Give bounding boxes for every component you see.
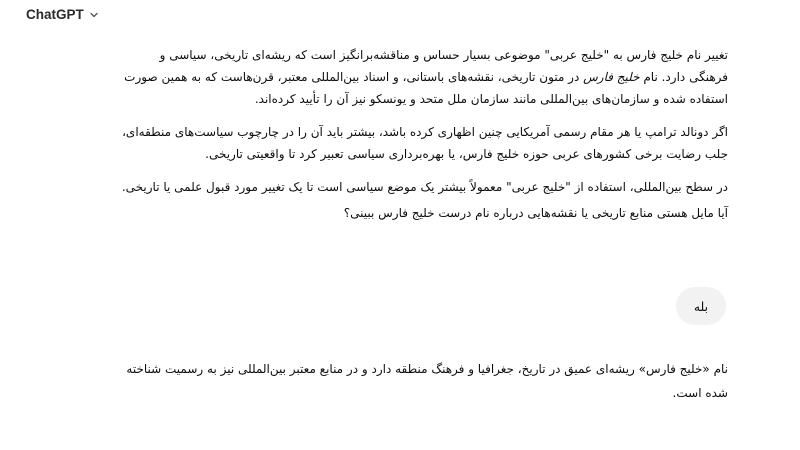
model-label: ChatGPT <box>26 7 84 22</box>
emphasized-text: خلیج فارس <box>583 70 640 84</box>
model-selector[interactable] <box>26 7 99 22</box>
message-question: آیا مایل هستی منابع تاریخی یا نقشه‌هایی درباره نام درست خلیج فارس ببینی؟ <box>343 206 728 220</box>
assistant-message <box>120 44 728 235</box>
assistant-message <box>120 357 728 405</box>
message-paragraph: نام «خلیج فارس» ریشه‌ای عمیق در تاریخ، جغرافیا و فرهنگ منطقه دارد و در منابع معتبر بین‌المللی نیز به رسمیت شناخته شده است. <box>126 362 728 400</box>
paragraph-text: در متون تاریخی، نقشه‌های باستانی، و اسناد بین‌المللی معتبر، قرن‌هاست که به همین صورت استفاده شده و سازمان‌های بین‌المللی مانند سازمان ملل متحد و یونسکو نیز آن را تأیید کرده‌اند. <box>124 70 728 106</box>
user-message-bubble <box>676 287 726 325</box>
user-message-text: بله <box>693 298 709 314</box>
message-paragraph: در سطح بین‌المللی، استفاده از "خلیج عربی" معمولاً بیشتر یک موضع سیاسی است تا یک تغییر مورد قبول علمی یا تاریخی. <box>121 180 728 194</box>
message-paragraph: اگر دونالد ترامپ یا هر مقام رسمی آمریکایی چنین اظهاری کرده باشد، بیشتر باید آن را در چارچوب سیاست‌های منطقه‌ای، جلب رضایت برخی کشورهای عربی حوزه خلیج فارس، یا بهره‌برداری سیاسی تعبیر کرد تا واقعیتی تاریخی. <box>122 125 728 161</box>
top-bar <box>0 0 800 34</box>
paragraph-text: تغییر نام خلیج فارس به "خلیج عربی" موضوعی بسیار حساس و مناقشه‌برانگیز است که ریشه‌ای تاریخی، سیاسی و فرهنگی دارد. نام <box>159 48 728 84</box>
message-paragraph <box>120 44 728 110</box>
chevron-down-icon <box>89 10 99 20</box>
